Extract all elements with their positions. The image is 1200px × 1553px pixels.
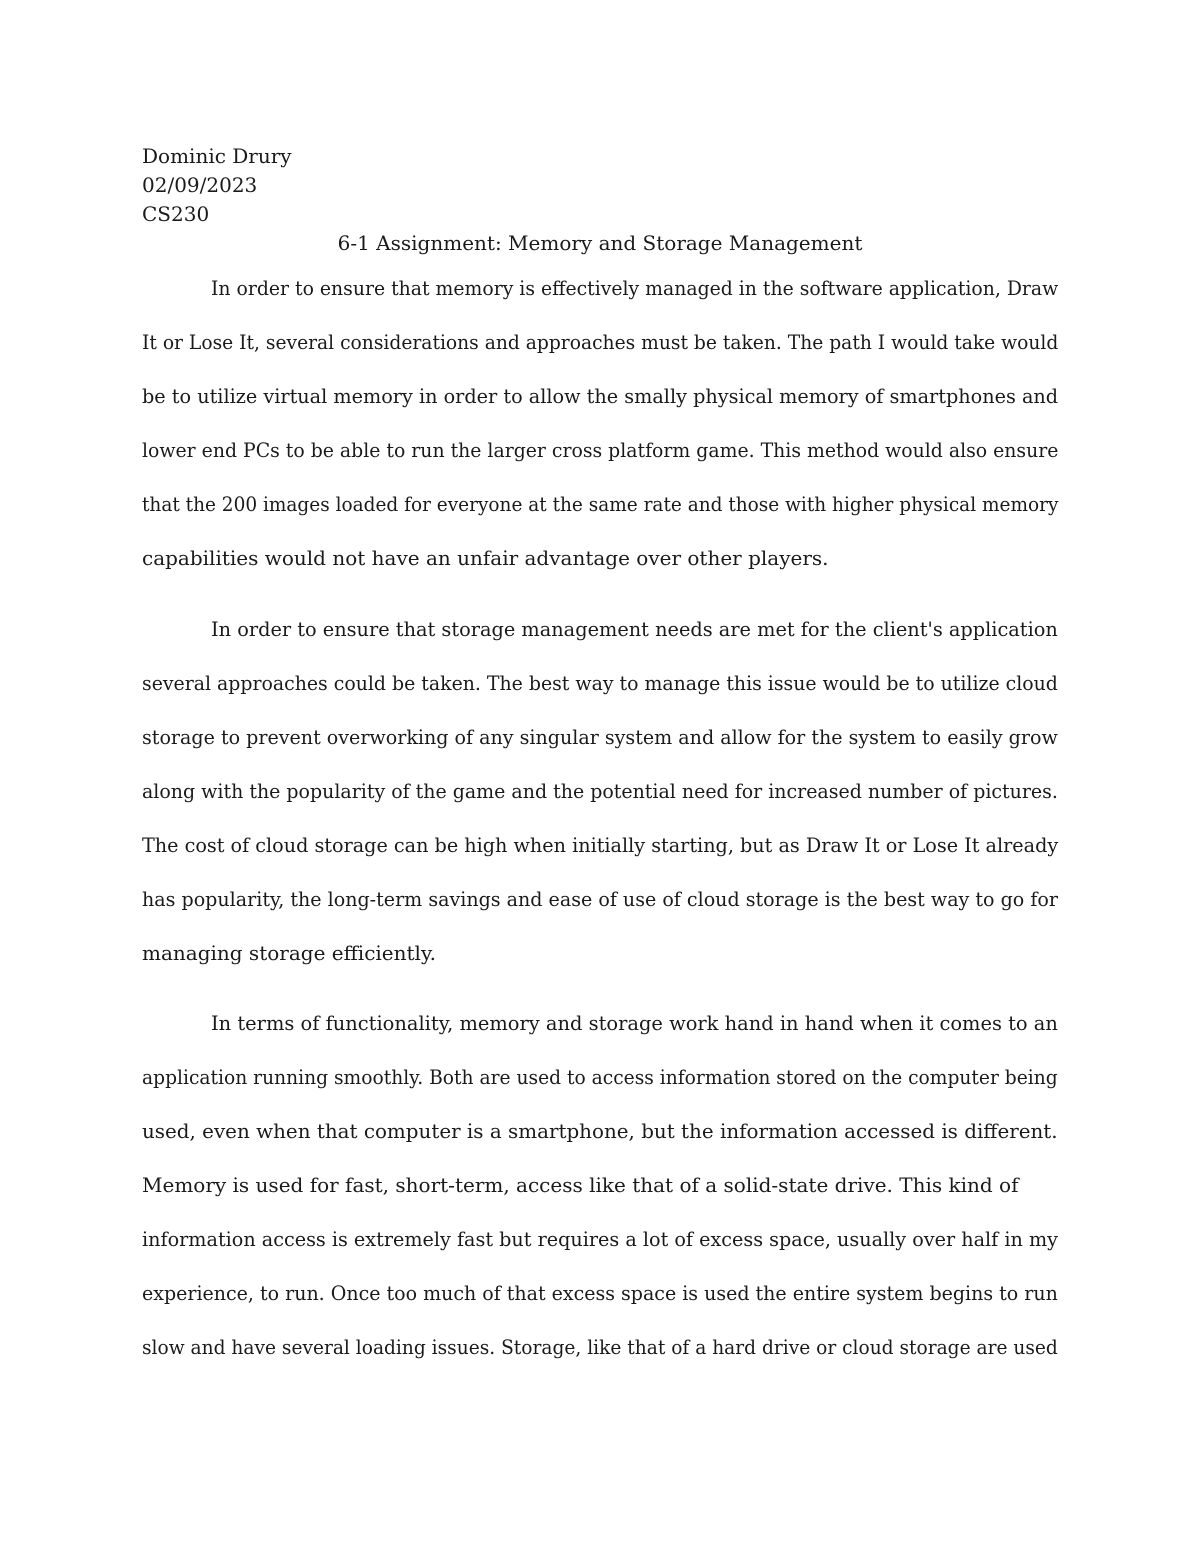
paragraph-line: The cost of cloud storage can be high when initially starting, but as Draw It or Lose It already — [142, 833, 1059, 857]
paragraph-line: be to utilize virtual memory in order to allow the smally physical memory of smartphones and — [142, 384, 1059, 408]
paragraph-line: storage to prevent overworking of any singular system and allow for the system to easily grow — [142, 725, 1058, 749]
paragraph-line: has popularity, the long-term savings and ease of use of cloud storage is the best way to go for — [142, 887, 1058, 911]
paragraph-line: several approaches could be taken. The best way to manage this issue would be to utilize cloud — [142, 671, 1058, 695]
paragraph-line: It or Lose It, several considerations and approaches must be taken. The path I would take would — [142, 330, 1059, 354]
paragraph-line: capabilities would not have an unfair advantage over other players. — [142, 546, 829, 570]
paragraph-line: lower end PCs to be able to run the larger cross platform game. This method would also ensure — [142, 438, 1059, 462]
paragraph-line: information access is extremely fast but requires a lot of excess space, usually over half in my — [142, 1227, 1058, 1251]
paragraph-line: application running smoothly. Both are used to access information stored on the computer being — [142, 1065, 1058, 1089]
paragraph-line: that the 200 images loaded for everyone at the same rate and those with higher physical memory — [142, 492, 1059, 516]
document-title: 6-1 Assignment: Memory and Storage Management — [337, 231, 863, 255]
paragraph-line: along with the popularity of the game and the potential need for increased number of pictures. — [142, 779, 1058, 803]
document-date: 02/09/2023 — [142, 173, 258, 197]
paragraph-line: In order to ensure that memory is effectively managed in the software application, Draw — [211, 276, 1059, 300]
course-code: CS230 — [142, 202, 210, 226]
paragraph-line: managing storage efficiently. — [142, 941, 436, 965]
paragraph-line: slow and have several loading issues. Storage, like that of a hard drive or cloud storage are used — [142, 1335, 1058, 1359]
author-name: Dominic Drury — [142, 144, 292, 168]
paragraph-line: In order to ensure that storage management needs are met for the client's application — [211, 617, 1058, 641]
paragraph-line: In terms of functionality, memory and storage work hand in hand when it comes to an — [211, 1011, 1058, 1035]
paragraph-line: experience, to run. Once too much of that excess space is used the entire system begins to run — [142, 1281, 1058, 1305]
paragraph-line: used, even when that computer is a smartphone, but the information accessed is different. — [142, 1119, 1058, 1143]
paragraph-line: Memory is used for fast, short-term, access like that of a solid-state drive. This kind of — [142, 1173, 1019, 1197]
